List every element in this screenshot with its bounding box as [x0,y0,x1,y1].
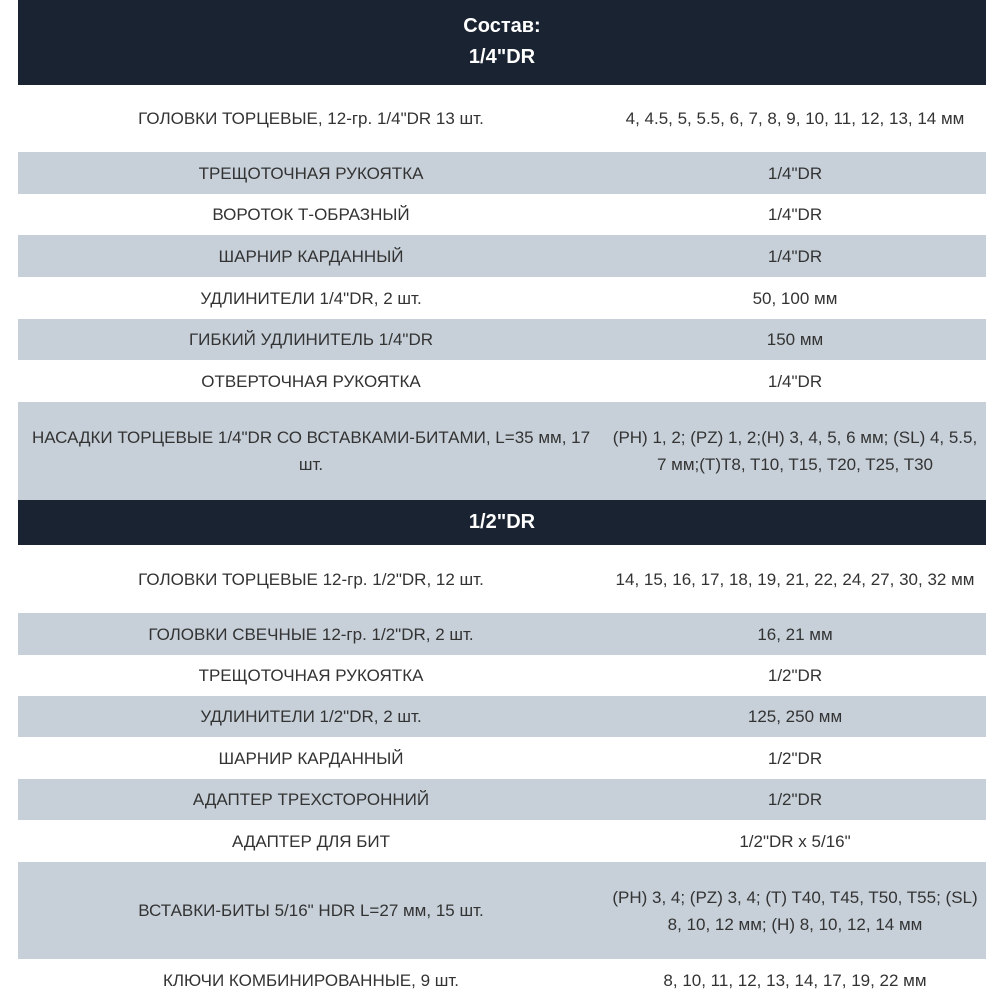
item-name-cell: АДАПТЕР ДЛЯ БИТ [232,831,390,851]
table-row [18,696,986,737]
item-name-cell: УДЛИНИТЕЛИ 1/2"DR, 2 шт. [200,707,422,726]
item-value-cell: 1/4"DR [767,371,823,391]
composition-table [18,0,986,1001]
table-row [18,545,986,613]
item-value-cell: 1/2"DR [767,666,823,685]
item-name-cell: ГОЛОВКИ ТОРЦЕВЫЕ, 12-гр. 1/4"DR 13 шт. [138,109,484,128]
item-name-cell: ГИБКИЙ УДЛИНИТЕЛЬ 1/4"DR [188,330,434,349]
table-row [18,152,986,194]
section-header: 1/2"DR [18,500,986,545]
item-name-cell: КЛЮЧИ КОМБИНИРОВАННЫЕ, 9 шт. [162,970,460,990]
table-row [18,319,986,360]
item-name-cell: АДАПТЕР ТРЕХСТОРОННИЙ [192,790,430,809]
item-name-cell: УДЛИНИТЕЛИ 1/4"DR, 2 шт. [200,288,422,308]
item-name-cell: ВОРОТОК Т-ОБРАЗНЫЙ [212,205,410,224]
section-header: 1/4"DR [18,40,986,85]
item-value-cell: (PH) 1, 2; (PZ) 1, 2;(H) 3, 4, 5, 6 мм; (SL) 4, 5.5, 7 мм;(T)T8, T10, T15, T20, T25, T30 [612,428,978,474]
item-name-cell: НАСАДКИ ТОРЦЕВЫЕ 1/4"DR СО ВСТАВКАМИ-БИТАМИ, L=35 мм, 17 шт. [31,428,591,474]
table-row [18,737,986,779]
item-value-cell: 1/2"DR x 5/16" [739,831,851,851]
table-row [18,277,986,319]
table-row [18,862,986,959]
table-row [18,820,986,862]
item-name-cell: ШАРНИР КАРДАННЫЙ [218,748,404,768]
table-row [18,655,986,696]
table-row [18,360,986,402]
item-value-cell: 1/2"DR [767,748,823,768]
item-value-cell: 14, 15, 16, 17, 18, 19, 21, 22, 24, 27, 30, 32 мм [615,569,975,589]
item-name-cell: ОТВЕРТОЧНАЯ РУКОЯТКА [201,371,421,391]
item-name-cell: ГОЛОВКИ ТОРЦЕВЫЕ 12-гр. 1/2"DR, 12 шт. [138,569,484,589]
item-value-cell: 8, 10, 11, 12, 13, 14, 17, 19, 22 мм [663,970,927,990]
composition-title: Состав: [18,0,986,40]
table-row [18,85,986,152]
item-value-cell: 125, 250 мм [747,707,843,726]
table-row [18,235,986,277]
item-name-cell: ГОЛОВКИ СВЕЧНЫЕ 12-гр. 1/2"DR, 2 шт. [148,624,474,644]
table-row [18,194,986,235]
item-name-cell: ТРЕЩОТОЧНАЯ РУКОЯТКА [198,163,424,183]
item-value-cell: 1/4"DR [767,163,823,183]
item-name-cell: ШАРНИР КАРДАННЫЙ [218,246,404,266]
item-name-cell: ТРЕЩОТОЧНАЯ РУКОЯТКА [198,666,424,685]
item-value-cell: (PH) 3, 4; (PZ) 3, 4; (T) T40, T45, T50, T55; (SL) 8, 10, 12 мм; (H) 8, 10, 12, 14 мм [612,887,978,934]
item-value-cell: 1/2"DR [767,790,823,809]
item-value-cell: 1/4"DR [767,205,823,224]
table-row [18,779,986,820]
item-value-cell: 16, 21 мм [757,624,833,644]
item-value-cell: 150 мм [766,330,824,349]
table-row [18,402,986,500]
item-value-cell: 50, 100 мм [752,288,838,308]
item-value-cell: 1/4"DR [767,246,823,266]
item-name-cell: ВСТАВКИ-БИТЫ 5/16" HDR L=27 мм, 15 шт. [138,901,484,920]
item-value-cell: 4, 4.5, 5, 5.5, 6, 7, 8, 9, 10, 11, 12, 13, 14 мм [625,109,965,128]
table-row [18,959,986,1001]
table-row [18,613,986,655]
